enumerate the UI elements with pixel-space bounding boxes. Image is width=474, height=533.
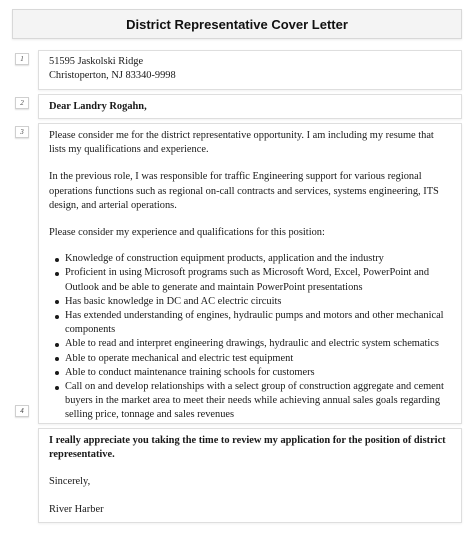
address-section <box>38 50 462 90</box>
section-number-2: 2 <box>15 97 29 109</box>
closing-paragraph: I really appreciate you taking the time to review my application for the position of district representative. <box>49 435 446 461</box>
list-item: Has basic knowledge in DC and AC electric circuits <box>49 295 451 309</box>
list-item: Proficient in using Microsoft programs such as Microsoft Word, Excel, PowerPoint and Outlook and be able to generate and maintain PowerPoint presentations <box>49 266 451 294</box>
intro-paragraph: Please consider me for the district representative opportunity. I am including my resume that lists my qualifications and experience. <box>49 130 434 156</box>
sign-off: Sincerely, <box>49 476 91 488</box>
closing-section <box>38 428 462 523</box>
section-number-3: 3 <box>15 126 29 138</box>
salutation: Dear Landry Rogahn, <box>49 101 147 112</box>
list-item: Has extended understanding of engines, hydraulic pumps and motors and other mechanical components <box>49 309 451 337</box>
list-item: Knowledge of construction equipment products, application and the industry <box>49 252 451 266</box>
qualifications-intro: Please consider my experience and qualifications for this position: <box>49 227 325 239</box>
address-line-2: Christoperton, NJ 83340-9998 <box>49 70 176 82</box>
experience-paragraph: In the previous role, I was responsible for traffic Engineering support for various regional operations functions such as regional on-call contracts and services, systems engineering, ITS design, and arterial operations. <box>49 171 439 211</box>
address-line-1: 51595 Jaskolski Ridge <box>49 56 144 67</box>
salutation-section <box>38 94 462 119</box>
qualifications-list <box>49 252 451 422</box>
list-item: Call on and develop relationships with a select group of construction aggregate and cement buyers in the market area to meet their needs while achieving annual sales goals regarding selling price, tonnage and sales revenues <box>49 380 451 423</box>
body-section <box>38 123 462 424</box>
page-title: District Representative Cover Letter <box>12 9 462 39</box>
list-item: Able to operate mechanical and electric test equipment <box>49 352 451 366</box>
signature-name: River Harber <box>49 503 104 515</box>
list-item: Able to conduct maintenance training schools for customers <box>49 366 451 380</box>
list-item: Able to read and interpret engineering drawings, hydraulic and electric system schematics <box>49 337 451 351</box>
section-number-4: 4 <box>15 405 29 417</box>
section-number-1: 1 <box>15 53 29 65</box>
